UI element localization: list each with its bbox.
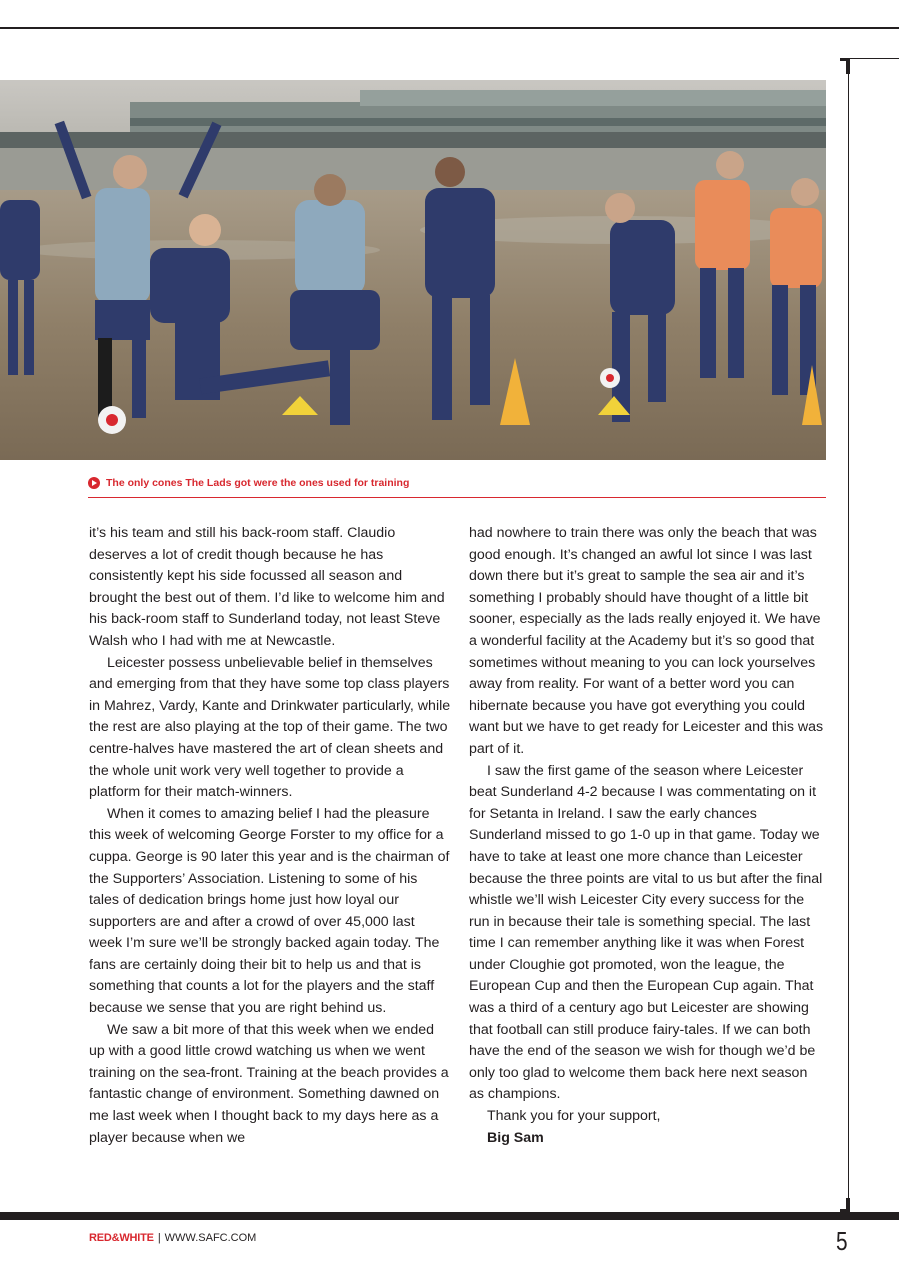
- article-column-left: [89, 523, 451, 1149]
- right-rule: [846, 58, 899, 59]
- top-rule: [0, 27, 899, 29]
- training-photo: [0, 80, 826, 460]
- photo-caption: [88, 475, 409, 491]
- caption-arrow-icon: [88, 477, 100, 489]
- footer-website[interactable]: WWW.SAFC.COM: [164, 1232, 257, 1244]
- page-number: 5: [836, 1226, 848, 1256]
- footer-brand: RED&WHITE: [89, 1232, 154, 1244]
- footer-separator: |: [157, 1232, 161, 1244]
- caption-text: The only cones The Lads got were the ones used for training: [106, 477, 410, 489]
- signoff: Thank you for your support,: [487, 1108, 661, 1125]
- beach-training-illustration: [0, 80, 826, 460]
- right-margin-rule: [848, 70, 849, 1210]
- paragraph: When it comes to amazing belief I had the pleasure this week of welcoming George Forster to my office for a cuppa. George is 90 later this year and is the chairman of the Supporters’ Association. Listening to some of his tales of dedication brings home just how loyal our supporters are and after a crowd of over 45,000 last week I’m sure we’ll be strongly backed again today. The fans are certainly doing their bit to help us and that is something that counts a lot for the players and the staff because we sense that you are right behind us.: [89, 805, 450, 1017]
- bottom-bar: [0, 1212, 899, 1220]
- signature: Big Sam: [487, 1129, 544, 1146]
- paragraph: Leicester possess unbelievable belief in themselves and emerging from that they have some top class players in Mahrez, Vardy, Kante and Drinkwater particularly, while the rest are also playing at the top of their game. The two centre-halves have mastered the art of clean sheets and the whole unit work very well together to provide a platform for their match-winners.: [89, 654, 451, 801]
- paragraph: I saw the first game of the season where Leicester beat Sunderland 4-2 because I was commentating on it for Setanta in Ireland. I saw the early chances Sunderland missed to go 1-0 up in that game. Today we have to take at least one more chance than Leicester because the three points are vital to us but after the final whistle we’ll wish Leicester City every success for the run in because their tale is something special. The last time I can remember anything like it was when Forest under Cloughie got promoted, won the league, the European Cup and then the European Cup again. That was a third of a century ago but Leicester are showing that football can still produce fairy-tales. If we can both have the end of the season we wish for though we’d be only too glad to welcome them back here next season as champions.: [469, 762, 823, 1103]
- article-column-right: [469, 523, 825, 1149]
- paragraph: had nowhere to train there was only the beach that was good enough. It’s changed an awful lot since I was last down there but it’s great to sample the sea air and it’s something I probably should have thought of a little bit sooner, especially as the lads really enjoyed it. We have a wonderful facility at the Academy but it’s so good that sometimes without meaning to you can lock yourselves away from reality. For want of a better word you can hibernate because you have got everything you could want but we have to get ready for Leicester and this was part of it.: [469, 525, 824, 757]
- paragraph: it’s his team and still his back-room staff. Claudio deserves a lot of credit though because he has consistently kept his side focussed all season and brought the best out of them. I’d like to welcome him and his back-room staff to Sunderland today, not least Steve Walsh who I had with me at Newcastle.: [89, 525, 445, 649]
- paragraph: We saw a bit more of that this week when we ended up with a good little crowd watching us when we went training on the sea-front. Training at the beach provides a fantastic change of environment. Something dawned on me last week when I thought back to my days here as a player because when we: [89, 1021, 449, 1146]
- footer: [89, 1232, 256, 1244]
- crop-mark-top-h: [840, 58, 850, 61]
- caption-rule: [88, 497, 826, 498]
